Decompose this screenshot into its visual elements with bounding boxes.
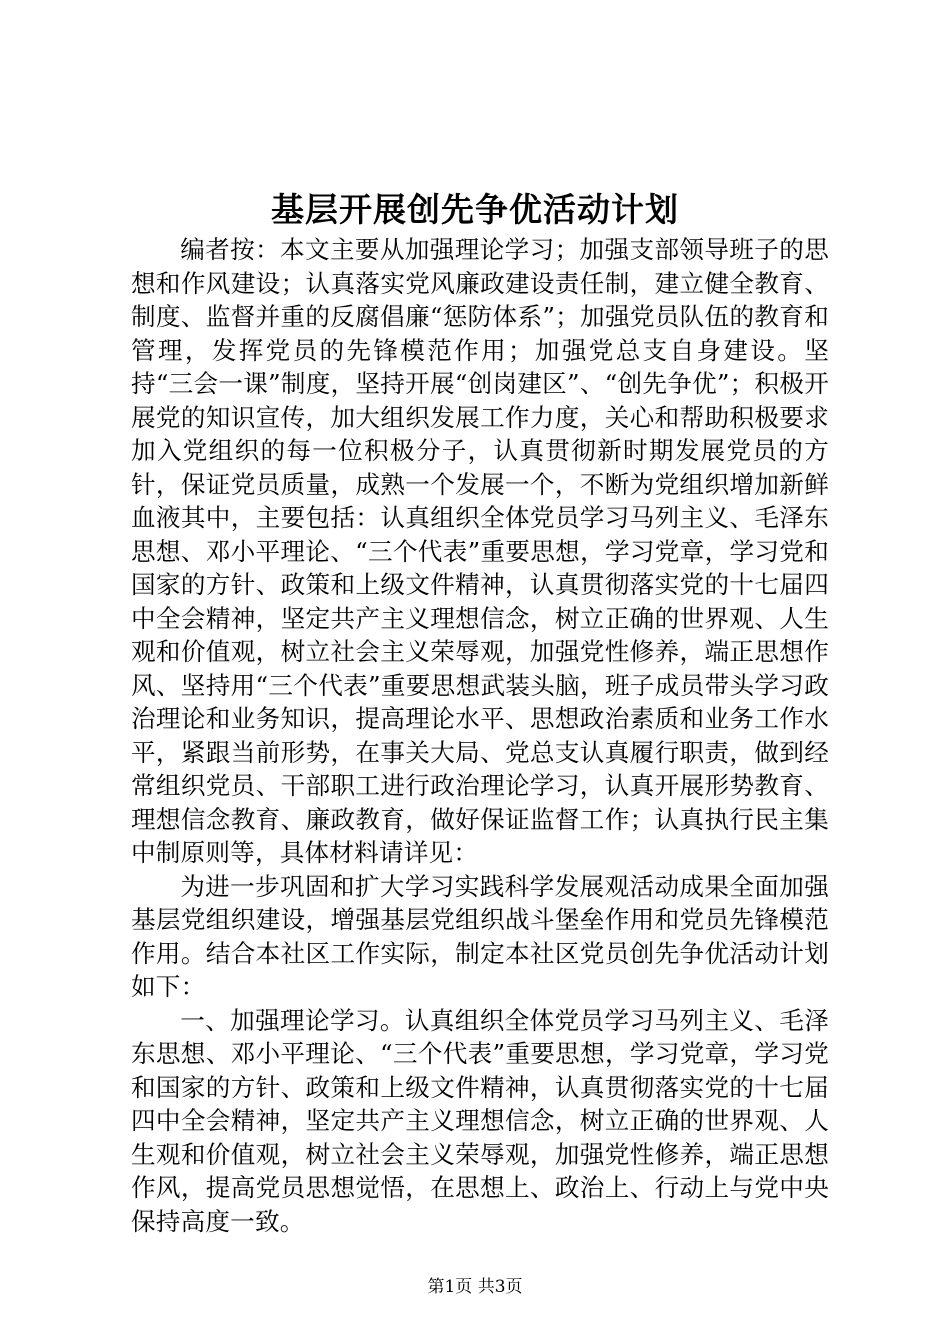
document-body bbox=[131, 233, 829, 1238]
page-footer: 第1页 共3页 bbox=[427, 1277, 523, 1297]
paragraph-editor-note: 编者按：本文主要从加强理论学习；加强支部领导班子的思想和作风建设；认真落实党风廉政建设责任制，建立健全教育、制度、监督并重的反腐倡廉“惩防体系”；加强党员队伍的教育和管理，发挥党员的先锋模范作用；加强党总支自身建设。坚持“三会一课”制度，坚持开展“创岗建区”、“创先争优”；积极开展党的知识宣传，加大组织发展工作力度，关心和帮助积极要求加入党组织的每一位积极分子，认真贯彻新时期发展党员的方针，保证党员质量，成熟一个发展一个，不断为党组织增加新鲜血液其中，主要包括：认真组织全体党员学习马列主义、毛泽东思想、邓小平理论、“三个代表”重要思想，学习党章，学习党和国家的方针、政策和上级文件精神，认真贯彻落实党的十七届四中全会精神，坚定共产主义理想信念，树立正确的世界观、人生观和价值观，树立社会主义荣辱观，加强党性修养，端正思想作风、坚持用“三个代表”重要思想武装头脑，班子成员带头学习政治理论和业务知识，提高理论水平、思想政治素质和业务工作水平，紧跟当前形势，在事关大局、党总支认真履行职责，做到经常组织党员、干部职工进行政治理论学习，认真开展形势教育、理想信念教育、廉政教育，做好保证监督工作；认真执行民主集中制原则等，具体材料请详见： bbox=[131, 235, 829, 867]
paragraph-section-one: 一、加强理论学习。认真组织全体党员学习马列主义、毛泽东思想、邓小平理论、“三个代表”重要思想，学习党章，学习党和国家的方针、政策和上级文件精神，认真贯彻落实党的十七届四中全会精神，坚定共产主义理想信念，树立正确的世界观、人生观和价值观，树立社会主义荣辱观，加强党性修养，端正思想作风，提高党员思想觉悟，在思想上、政治上、行动上与党中央保持高度一致。 bbox=[131, 1005, 829, 1236]
document-title: 基层开展创先争优活动计划 bbox=[271, 190, 679, 229]
paragraph-intro: 为进一步巩固和扩大学习实践科学发展观活动成果全面加强基层党组织建设，增强基层党组织战斗堡垒作用和党员先锋模范作用。结合本社区工作实际，制定本社区党员创先争优活动计划如下： bbox=[131, 871, 829, 1001]
